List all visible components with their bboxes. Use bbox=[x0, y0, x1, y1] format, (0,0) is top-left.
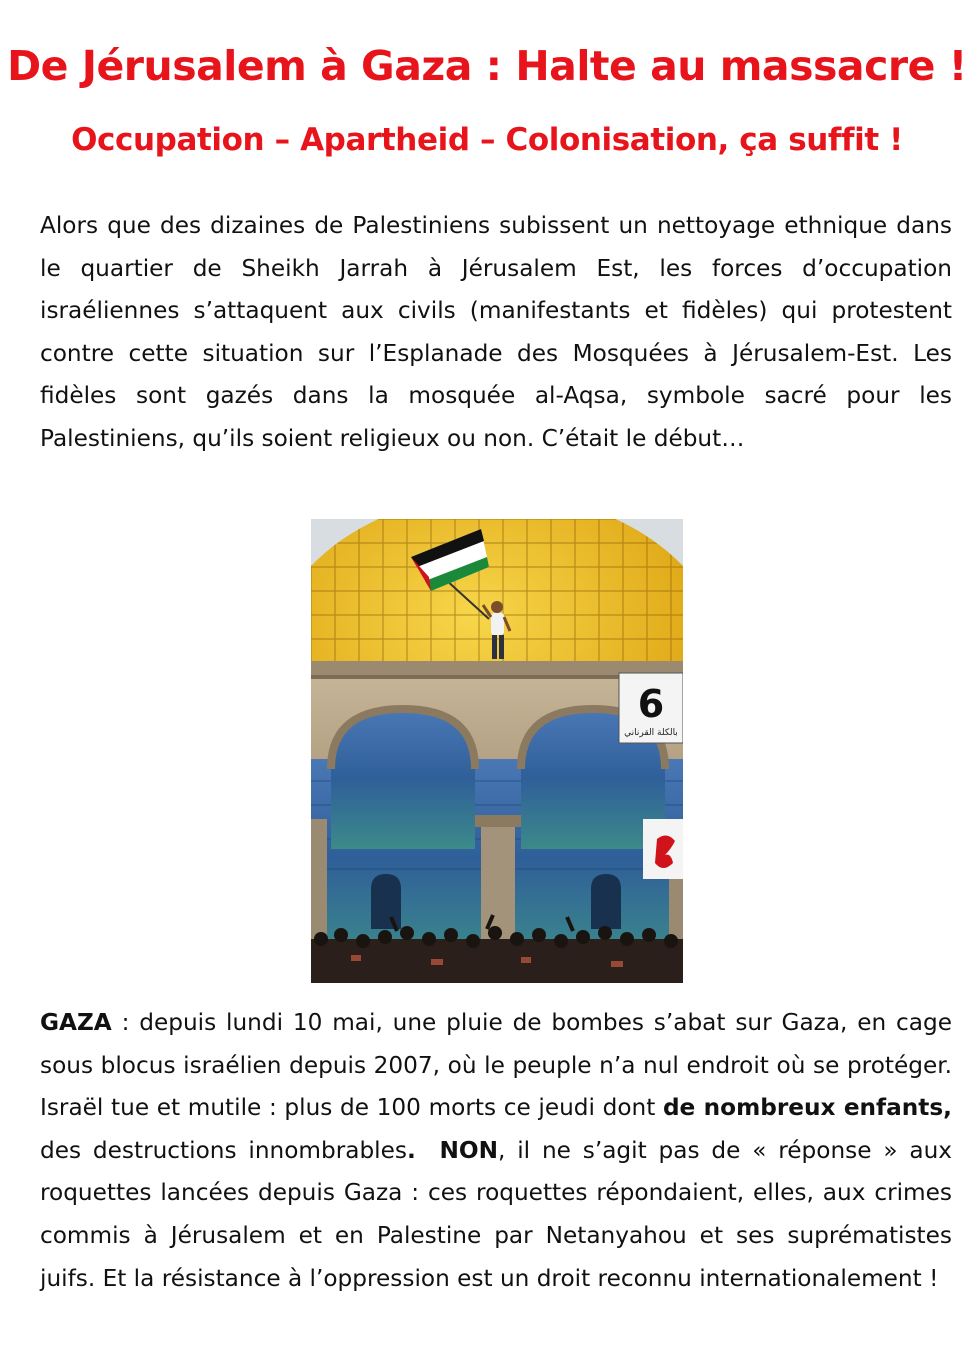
gaza-non: NON bbox=[439, 1136, 499, 1164]
gaza-paragraph bbox=[40, 1002, 952, 1300]
gaza-bold-dot: . bbox=[406, 1136, 416, 1164]
banner-number: 6 bbox=[637, 682, 665, 726]
gaza-spacer bbox=[416, 1137, 440, 1164]
gaza-text-1: : depuis lundi 10 mai, une pluie de bombes s’abat sur Gaza, en cage sous blocus israélien depuis 2007, où le peuple n’a nul endroit où se protéger. Israël tue et mutile : plus de 100 morts ce jeudi dont bbox=[40, 1009, 952, 1122]
gaza-label: GAZA bbox=[40, 1009, 112, 1036]
intro-paragraph: Alors que des dizaines de Palestiniens subissent un nettoyage ethnique dans le quartier de Sheikh Jarrah à Jérusalem Est, les forces d’occupation israéliennes s’attaquent aux civils (manifestants et fidèles) qui protestent contre cette situation sur l’Esplanade des Mosquées à Jérusalem-Est. Les fidèles sont gazés dans la mosquée al-Aqsa, symbole sacré pour les Palestiniens, qu’ils soient religieux ou non. C’était le début… bbox=[40, 212, 952, 452]
gaza-text-3: , il ne s’agit pas de « réponse » aux roquettes lancées depuis Gaza : ces roquettes répondaient, elles, aux crimes commis à Jérusalem et en Palestine par Netanyahou et ses suprématistes juifs. Et la résistance à l’oppression est un droit reconnu internationalement ! bbox=[40, 1136, 952, 1292]
page-title: De Jérusalem à Gaza : Halte au massacre ! bbox=[7, 42, 967, 91]
banner-caption: بالكلة القرناني bbox=[624, 728, 678, 738]
dome-of-the-rock-photo bbox=[311, 519, 683, 983]
gaza-bold-phrase: de nombreux enfants, bbox=[662, 1094, 952, 1122]
protest-banner bbox=[619, 673, 683, 743]
gaza-text-2: des destructions innombrables bbox=[40, 1136, 407, 1164]
page-subtitle: Occupation – Apartheid – Colonisation, ça suffit ! bbox=[71, 121, 903, 158]
